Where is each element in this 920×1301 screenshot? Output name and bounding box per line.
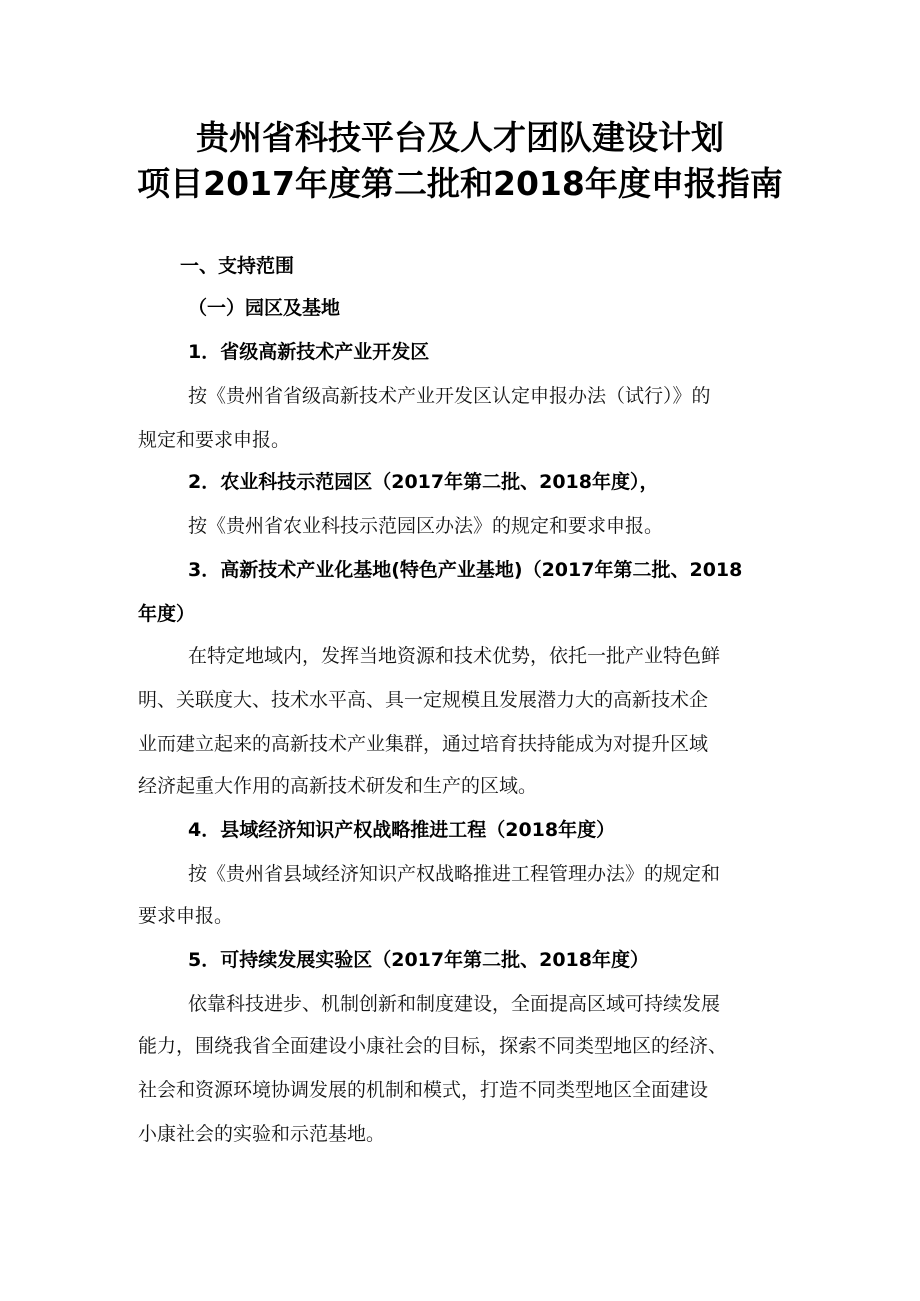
item-3-paragraph-line: 业而建立起来的高新技术产业集群，通过培育扶持能成为对提升区域: [138, 733, 709, 755]
item-4-heading: 4．县域经济知识产权战略推进工程（2018年度）: [188, 819, 616, 841]
item-2-paragraph-line: 按《贵州省农业科技示范园区办法》的规定和要求申报。: [188, 515, 664, 537]
item-2-heading: 2．农业科技示范园区（2017年第二批、2018年度），: [188, 471, 659, 493]
item-1-paragraph-line: 规定和要求申报。: [138, 429, 291, 451]
item-5-paragraph-line: 社会和资源环境协调发展的机制和模式，打造不同类型地区全面建设: [138, 1079, 709, 1101]
item-3-paragraph-line: 经济起重大作用的高新技术研发和生产的区域。: [138, 775, 538, 797]
item-1-heading: 1．省级高新技术产业开发区: [188, 341, 430, 363]
item-5-paragraph-line: 能力，围绕我省全面建设小康社会的目标，探索不同类型地区的经济、: [138, 1035, 728, 1057]
item-3-paragraph-line: 在特定地域内，发挥当地资源和技术优势，依托一批产业特色鲜: [188, 645, 721, 667]
item-5-paragraph-line: 小康社会的实验和示范基地。: [138, 1123, 386, 1145]
item-4-paragraph-line: 要求申报。: [138, 905, 234, 927]
item-3-heading-continued: 年度）: [138, 603, 196, 625]
item-5-heading: 5．可持续发展实验区（2017年第二批、2018年度）: [188, 949, 649, 971]
item-1-paragraph-line: 按《贵州省省级高新技术产业开发区认定申报办法（试行）》的: [188, 385, 711, 407]
subsection-heading-parks-and-bases: （一）园区及基地: [188, 297, 341, 319]
document-title-line-1: 贵州省科技平台及人才团队建设计划: [196, 118, 724, 157]
item-5-paragraph-line: 依靠科技进步、机制创新和制度建设，全面提高区域可持续发展: [188, 993, 721, 1015]
item-3-heading: 3．高新技术产业化基地(特色产业基地)（2017年第二批、2018: [188, 559, 743, 581]
document-title-line-2: 项目2017年度第二批和2018年度申报指南: [137, 164, 783, 203]
section-heading-support-scope: 一、支持范围: [180, 255, 295, 277]
item-4-paragraph-line: 按《贵州省县域经济知识产权战略推进工程管理办法》的规定和: [188, 863, 721, 885]
item-3-paragraph-line: 明、关联度大、技术水平高、具一定规模且发展潜力大的高新技术企: [138, 689, 709, 711]
